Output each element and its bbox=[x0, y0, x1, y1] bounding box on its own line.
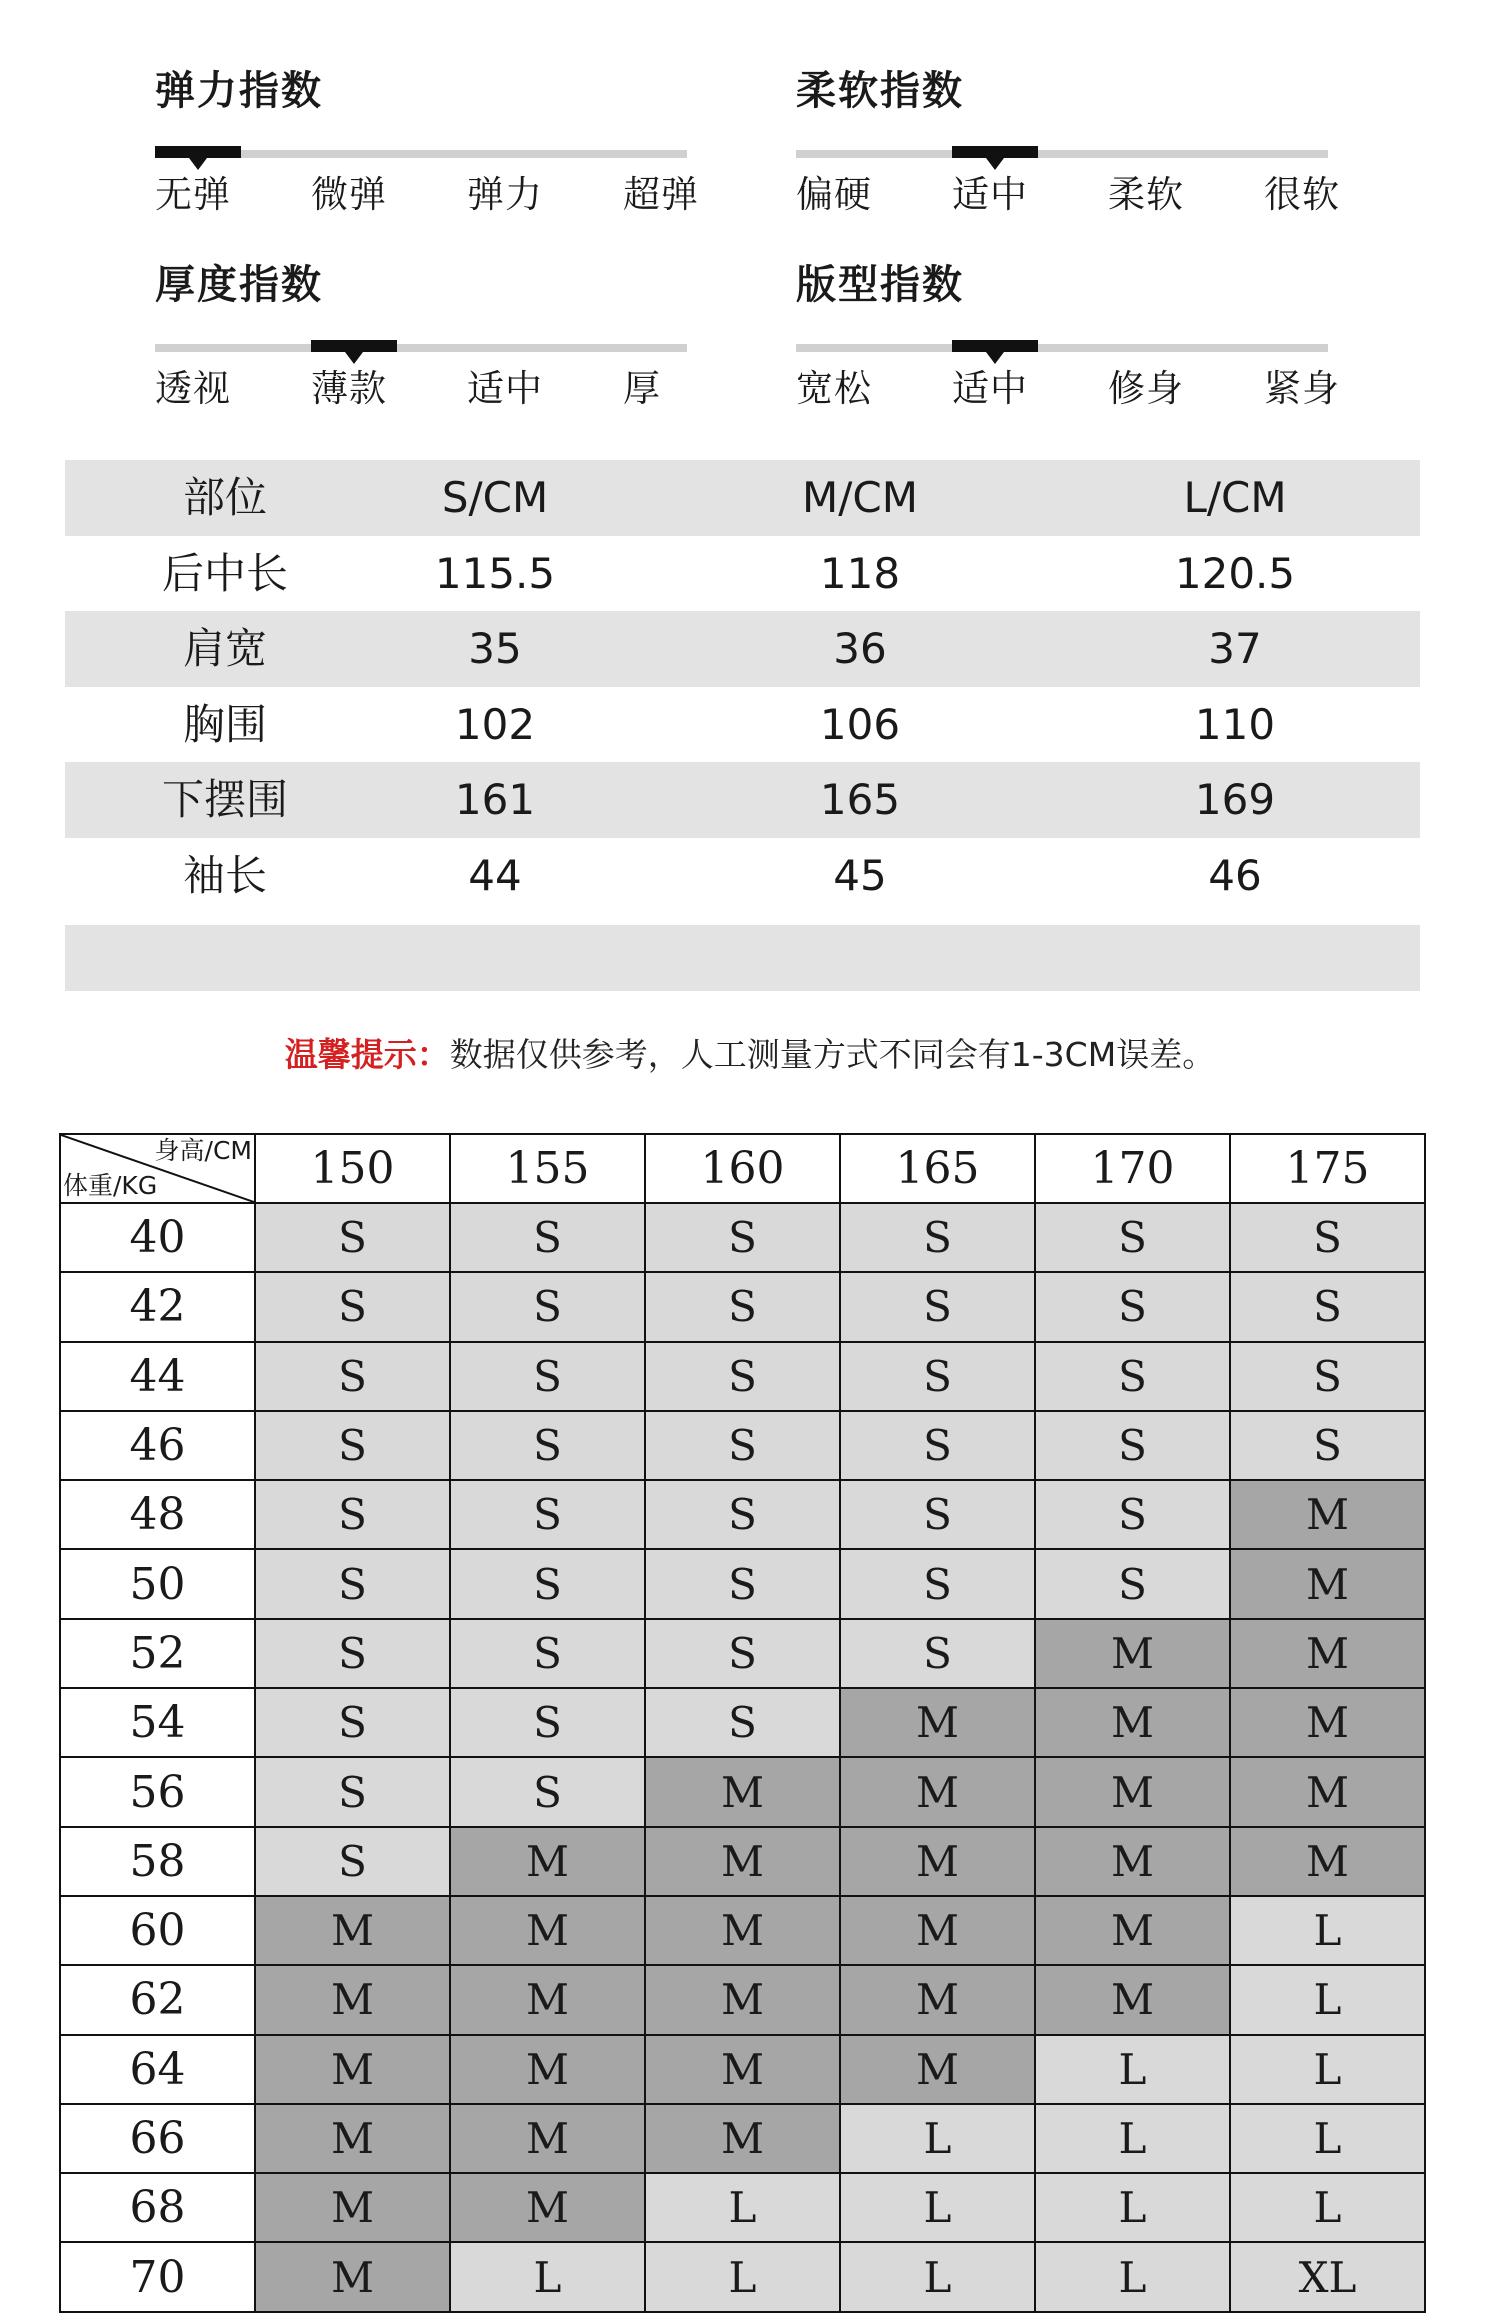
size-cell: M bbox=[1230, 1480, 1425, 1549]
size-cell: M bbox=[1035, 1688, 1230, 1757]
size-cell: M bbox=[450, 1827, 645, 1896]
size-row bbox=[60, 1688, 1425, 1757]
index-track bbox=[155, 344, 687, 352]
size-cell: M bbox=[450, 2104, 645, 2173]
size-cell: S bbox=[255, 1411, 450, 1480]
corner-height-label: 身高/CM bbox=[154, 1136, 252, 1165]
size-cell: S bbox=[255, 1688, 450, 1757]
measure-value: 110 bbox=[1194, 699, 1276, 749]
size-cell: S bbox=[1230, 1203, 1425, 1272]
size-cell: M bbox=[1035, 1896, 1230, 1965]
measure-part: 部位 bbox=[182, 473, 267, 522]
size-cell: S bbox=[1035, 1272, 1230, 1341]
index-label: 修身 bbox=[1108, 367, 1184, 410]
size-cell: M bbox=[255, 2242, 450, 2311]
size-cell: S bbox=[645, 1549, 840, 1618]
weight-cell: 44 bbox=[60, 1342, 255, 1411]
size-cell: M bbox=[645, 1896, 840, 1965]
index-selected-marker bbox=[311, 340, 397, 352]
index-label: 偏硬 bbox=[796, 173, 872, 216]
size-cell: S bbox=[255, 1827, 450, 1896]
height-header: 150 bbox=[255, 1134, 450, 1203]
height-header: 155 bbox=[450, 1134, 645, 1203]
size-row bbox=[60, 2242, 1425, 2311]
corner-cell bbox=[60, 1134, 255, 1203]
weight-cell: 50 bbox=[60, 1549, 255, 1618]
index-bar bbox=[155, 340, 687, 364]
size-cell: S bbox=[255, 1549, 450, 1618]
measurement-table bbox=[65, 460, 1420, 991]
size-cell: S bbox=[450, 1411, 645, 1480]
index-track bbox=[796, 344, 1328, 352]
size-row bbox=[60, 1411, 1425, 1480]
measure-value: 165 bbox=[819, 775, 901, 824]
size-cell: M bbox=[450, 2035, 645, 2104]
size-cell: M bbox=[645, 1757, 840, 1826]
index-label: 柔软 bbox=[1108, 173, 1184, 216]
size-cell: M bbox=[645, 1965, 840, 2034]
size-row bbox=[60, 1965, 1425, 2034]
size-cell: S bbox=[840, 1480, 1035, 1549]
size-cell: S bbox=[1035, 1411, 1230, 1480]
height-header: 165 bbox=[840, 1134, 1035, 1203]
weight-cell: 52 bbox=[60, 1619, 255, 1688]
size-cell: S bbox=[645, 1272, 840, 1341]
size-cell: S bbox=[645, 1342, 840, 1411]
size-cell: L bbox=[1035, 2104, 1230, 2173]
size-cell: L bbox=[840, 2242, 1035, 2311]
size-cell: S bbox=[1230, 1342, 1425, 1411]
index-label: 厚 bbox=[623, 367, 661, 410]
size-cell: M bbox=[840, 1757, 1035, 1826]
measure-value: 118 bbox=[819, 548, 901, 598]
index-bar bbox=[796, 340, 1328, 364]
height-header: 175 bbox=[1230, 1134, 1425, 1203]
weight-cell: 64 bbox=[60, 2035, 255, 2104]
size-row bbox=[60, 1827, 1425, 1896]
index-selected-marker bbox=[155, 146, 241, 158]
measure-value: 169 bbox=[1194, 775, 1276, 824]
size-cell: M bbox=[840, 1827, 1035, 1896]
size-cell: L bbox=[840, 2104, 1035, 2173]
weight-cell: 54 bbox=[60, 1688, 255, 1757]
weight-cell: 66 bbox=[60, 2104, 255, 2173]
weight-cell: 70 bbox=[60, 2242, 255, 2311]
size-cell: M bbox=[450, 2173, 645, 2242]
measure-value: 36 bbox=[833, 624, 887, 673]
index-title: 柔软指数 bbox=[796, 68, 964, 114]
size-row bbox=[60, 2173, 1425, 2242]
index-label: 紧身 bbox=[1264, 367, 1340, 410]
size-cell: M bbox=[840, 1965, 1035, 2034]
index-label: 微弹 bbox=[311, 173, 387, 216]
size-cell: M bbox=[1230, 1619, 1425, 1688]
size-cell: L bbox=[840, 2173, 1035, 2242]
index-selected-marker bbox=[952, 340, 1038, 352]
size-cell: S bbox=[255, 1619, 450, 1688]
size-cell: S bbox=[1035, 1549, 1230, 1618]
weight-cell: 68 bbox=[60, 2173, 255, 2242]
size-cell: S bbox=[645, 1619, 840, 1688]
size-cell: M bbox=[840, 2035, 1035, 2104]
measure-value: S/CM bbox=[441, 473, 549, 522]
size-cell: M bbox=[1035, 1619, 1230, 1688]
size-cell: S bbox=[840, 1342, 1035, 1411]
size-row bbox=[60, 1757, 1425, 1826]
measure-part: 袖长 bbox=[182, 850, 267, 900]
size-cell: S bbox=[450, 1688, 645, 1757]
measurement-row bbox=[65, 838, 1420, 914]
index-labels bbox=[155, 170, 735, 220]
size-row bbox=[60, 1896, 1425, 1965]
size-cell: S bbox=[450, 1757, 645, 1826]
size-cell: L bbox=[1035, 2242, 1230, 2311]
measurement-row bbox=[65, 762, 1420, 838]
measure-value: 46 bbox=[1208, 850, 1262, 900]
thickness-index bbox=[155, 260, 735, 414]
index-labels bbox=[796, 170, 1376, 220]
size-cell: L bbox=[1230, 1896, 1425, 1965]
measure-part: 肩宽 bbox=[182, 624, 267, 673]
index-labels bbox=[796, 364, 1376, 414]
size-row bbox=[60, 1342, 1425, 1411]
size-cell: M bbox=[645, 2035, 840, 2104]
size-cell: S bbox=[645, 1203, 840, 1272]
size-cell: S bbox=[255, 1480, 450, 1549]
index-label: 弹力 bbox=[467, 173, 543, 216]
index-labels bbox=[155, 364, 735, 414]
size-cell: S bbox=[645, 1411, 840, 1480]
index-label: 透视 bbox=[155, 367, 231, 410]
size-cell: M bbox=[1230, 1757, 1425, 1826]
size-cell: M bbox=[840, 1896, 1035, 1965]
size-cell: M bbox=[1230, 1688, 1425, 1757]
index-label: 超弹 bbox=[623, 173, 699, 216]
index-label: 无弹 bbox=[155, 173, 231, 216]
size-cell: L bbox=[450, 2242, 645, 2311]
size-row bbox=[60, 2104, 1425, 2173]
size-cell: M bbox=[255, 1896, 450, 1965]
weight-cell: 60 bbox=[60, 1896, 255, 1965]
index-title: 厚度指数 bbox=[155, 262, 323, 308]
size-cell: L bbox=[1230, 2104, 1425, 2173]
size-row bbox=[60, 1549, 1425, 1618]
measure-value: 161 bbox=[454, 775, 536, 824]
measurement-blank-row bbox=[65, 925, 1420, 991]
softness-index bbox=[796, 66, 1376, 220]
measure-value: L/CM bbox=[1183, 473, 1287, 522]
size-cell: S bbox=[840, 1272, 1035, 1341]
size-table-header-row bbox=[60, 1134, 1425, 1203]
size-cell: S bbox=[1035, 1480, 1230, 1549]
weight-cell: 62 bbox=[60, 1965, 255, 2034]
elasticity-index bbox=[155, 66, 735, 220]
size-cell: S bbox=[840, 1549, 1035, 1618]
size-cell: XL bbox=[1230, 2242, 1425, 2311]
size-cell: S bbox=[255, 1342, 450, 1411]
size-cell: M bbox=[255, 2173, 450, 2242]
weight-cell: 56 bbox=[60, 1757, 255, 1826]
size-cell: S bbox=[840, 1619, 1035, 1688]
tip-line bbox=[0, 1030, 1500, 1080]
size-cell: S bbox=[645, 1688, 840, 1757]
size-cell: L bbox=[1230, 2035, 1425, 2104]
size-cell: M bbox=[255, 2035, 450, 2104]
size-cell: S bbox=[450, 1203, 645, 1272]
size-cell: S bbox=[450, 1480, 645, 1549]
size-cell: S bbox=[255, 1757, 450, 1826]
measure-value: 44 bbox=[468, 850, 522, 900]
measure-value: 102 bbox=[454, 699, 536, 749]
size-row bbox=[60, 1203, 1425, 1272]
size-cell: L bbox=[645, 2242, 840, 2311]
weight-cell: 58 bbox=[60, 1827, 255, 1896]
size-cell: S bbox=[450, 1272, 645, 1341]
index-label: 薄款 bbox=[311, 367, 387, 410]
size-cell: S bbox=[645, 1480, 840, 1549]
weight-cell: 42 bbox=[60, 1272, 255, 1341]
measure-part: 胸围 bbox=[182, 699, 267, 749]
size-cell: M bbox=[450, 1896, 645, 1965]
size-cell: M bbox=[1035, 1965, 1230, 2034]
size-cell: M bbox=[1035, 1827, 1230, 1896]
measure-value: M/CM bbox=[802, 473, 918, 522]
index-label: 适中 bbox=[952, 173, 1028, 216]
size-cell: M bbox=[645, 1827, 840, 1896]
measure-value: 120.5 bbox=[1174, 548, 1296, 598]
size-cell: S bbox=[255, 1203, 450, 1272]
size-cell: M bbox=[1230, 1549, 1425, 1618]
index-label: 适中 bbox=[952, 367, 1028, 410]
size-cell: M bbox=[645, 2104, 840, 2173]
size-cell: M bbox=[840, 1688, 1035, 1757]
size-cell: L bbox=[1035, 2173, 1230, 2242]
weight-cell: 40 bbox=[60, 1203, 255, 1272]
size-cell: L bbox=[1035, 2035, 1230, 2104]
measure-part: 下摆围 bbox=[161, 775, 288, 824]
index-track bbox=[796, 150, 1328, 158]
measurement-row bbox=[65, 611, 1420, 687]
measurement-header-row bbox=[65, 460, 1420, 536]
size-cell: S bbox=[1230, 1272, 1425, 1341]
size-cell: S bbox=[1035, 1203, 1230, 1272]
size-cell: M bbox=[450, 1965, 645, 2034]
size-row bbox=[60, 2035, 1425, 2104]
index-label: 宽松 bbox=[796, 367, 872, 410]
size-cell: S bbox=[255, 1272, 450, 1341]
size-cell: L bbox=[1230, 2173, 1425, 2242]
size-cell: M bbox=[1230, 1827, 1425, 1896]
size-cell: L bbox=[1230, 1965, 1425, 2034]
fabric-index-section bbox=[0, 0, 1500, 420]
size-row bbox=[60, 1480, 1425, 1549]
size-cell: S bbox=[1035, 1342, 1230, 1411]
height-header: 170 bbox=[1035, 1134, 1230, 1203]
measurement-row bbox=[65, 536, 1420, 612]
index-title: 版型指数 bbox=[796, 262, 964, 308]
size-cell: M bbox=[255, 2104, 450, 2173]
size-recommendation-table bbox=[59, 1133, 1426, 2313]
weight-cell: 48 bbox=[60, 1480, 255, 1549]
measure-value: 106 bbox=[819, 699, 901, 749]
tip-text: 数据仅供参考，人工测量方式不同会有1-3CM误差。 bbox=[449, 1035, 1216, 1074]
index-selected-marker bbox=[952, 146, 1038, 158]
size-cell: S bbox=[450, 1619, 645, 1688]
measure-part: 后中长 bbox=[161, 548, 288, 598]
fit-index bbox=[796, 260, 1376, 414]
weight-cell: 46 bbox=[60, 1411, 255, 1480]
size-cell: S bbox=[450, 1549, 645, 1618]
measure-value: 45 bbox=[833, 850, 887, 900]
index-label: 很软 bbox=[1264, 173, 1340, 216]
height-header: 160 bbox=[645, 1134, 840, 1203]
index-bar bbox=[796, 146, 1328, 170]
size-row bbox=[60, 1272, 1425, 1341]
measurement-row bbox=[65, 687, 1420, 763]
size-cell: S bbox=[840, 1203, 1035, 1272]
size-cell: M bbox=[1035, 1757, 1230, 1826]
size-cell: M bbox=[255, 1965, 450, 2034]
tip-label: 温馨提示： bbox=[284, 1035, 450, 1074]
measure-value: 115.5 bbox=[434, 548, 556, 598]
size-cell: L bbox=[645, 2173, 840, 2242]
index-title: 弹力指数 bbox=[155, 68, 323, 114]
index-bar bbox=[155, 146, 687, 170]
size-cell: S bbox=[1230, 1411, 1425, 1480]
size-row bbox=[60, 1619, 1425, 1688]
corner-weight-label: 体重/KG bbox=[63, 1171, 158, 1200]
index-label: 适中 bbox=[467, 367, 543, 410]
size-cell: S bbox=[450, 1342, 645, 1411]
measure-value: 35 bbox=[468, 624, 522, 673]
measure-value: 37 bbox=[1208, 624, 1262, 673]
size-cell: S bbox=[840, 1411, 1035, 1480]
